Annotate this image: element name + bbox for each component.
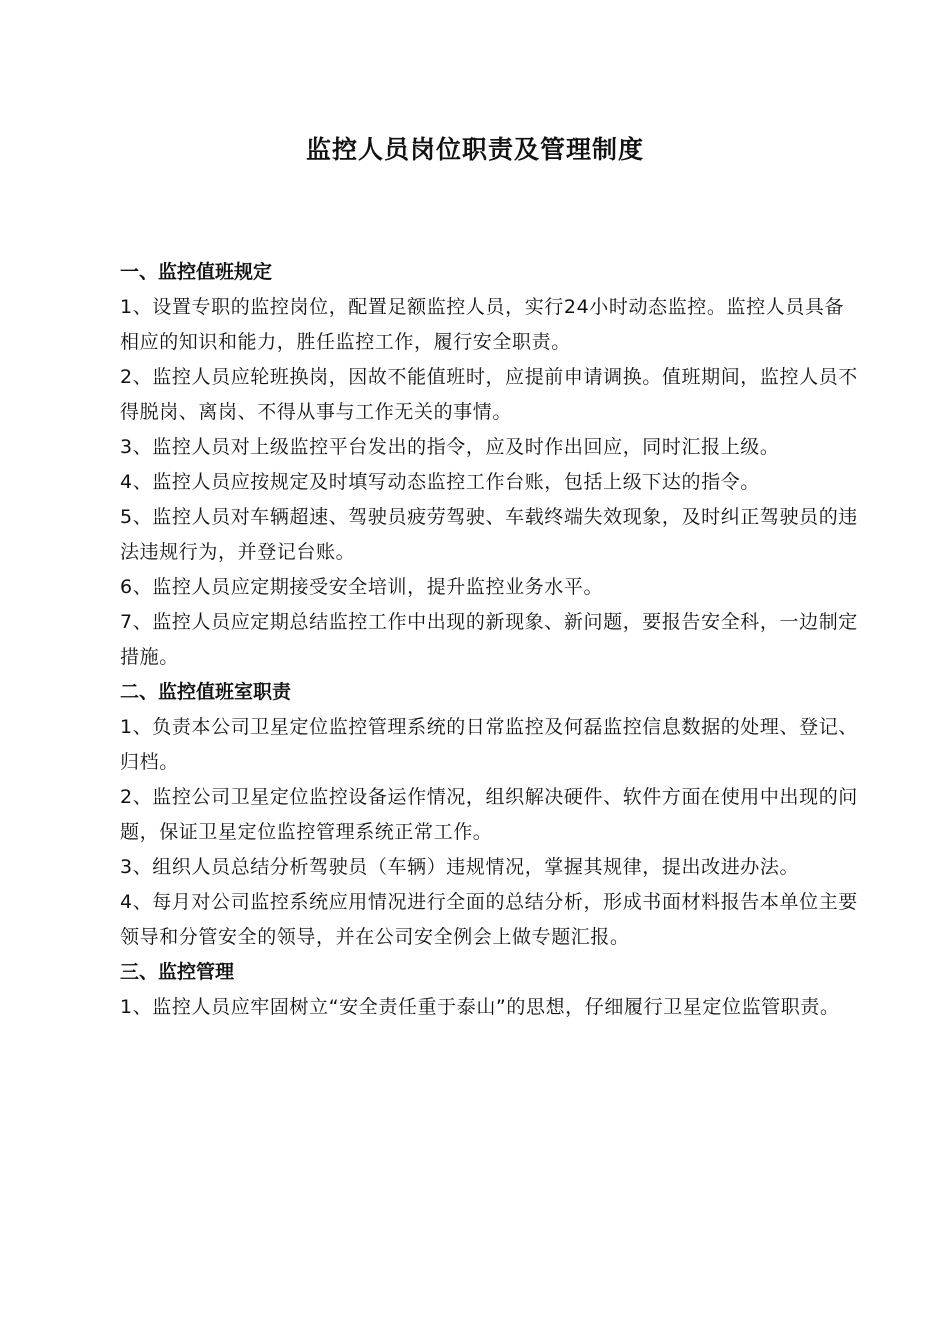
section-heading-1: 一、监控值班规定 (120, 261, 273, 283)
document-body (120, 255, 862, 1025)
paragraph: 3、组织人员总结分析驾驶员（车辆）违规情况，掌握其规律，提出改进办法。 (120, 856, 800, 878)
paragraph: 1、监控人员应牢固树立“安全责任重于泰山”的思想，仔细履行卫星定位监管职责。 (120, 996, 840, 1018)
paragraph: 3、监控人员对上级监控平台发出的指令，应及时作出回应，同时汇报上级。 (120, 436, 780, 458)
paragraph: 2、监控公司卫星定位监控设备运作情况，组织解决硬件、软件方面在使用中出现的问题，保证卫星定位监控管理系统正常工作。 (120, 786, 858, 843)
paragraph: 1、负责本公司卫星定位监控管理系统的日常监控及何磊监控信息数据的处理、登记、归档。 (120, 716, 858, 773)
paragraph: 7、监控人员应定期总结监控工作中出现的新现象、新问题，要报告安全科，一边制定措施。 (120, 611, 858, 668)
paragraph: 4、每月对公司监控系统应用情况进行全面的总结分析，形成书面材料报告本单位主要领导和分管安全的领导，并在公司安全例会上做专题汇报。 (120, 891, 858, 948)
paragraph: 5、监控人员对车辆超速、驾驶员疲劳驾驶、车载终端失效现象，及时纠正驾驶员的违法违规行为，并登记台账。 (120, 506, 858, 563)
paragraph: 2、监控人员应轮班换岗，因故不能值班时，应提前申请调换。值班期间，监控人员不得脱岗、离岗、不得从事与工作无关的事情。 (120, 366, 858, 423)
paragraph: 4、监控人员应按规定及时填写动态监控工作台账，包括上级下达的指令。 (120, 471, 760, 493)
section-heading-2: 二、监控值班室职责 (120, 681, 292, 703)
section-heading-3: 三、监控管理 (120, 961, 235, 983)
document-title: 监控人员岗位职责及管理制度 (305, 135, 644, 164)
paragraph: 1、设置专职的监控岗位，配置足额监控人员，实行24小时动态监控。监控人员具备相应的知识和能力，胜任监控工作，履行安全职责。 (120, 296, 845, 353)
paragraph: 6、监控人员应定期接受安全培训，提升监控业务水平。 (120, 576, 604, 598)
